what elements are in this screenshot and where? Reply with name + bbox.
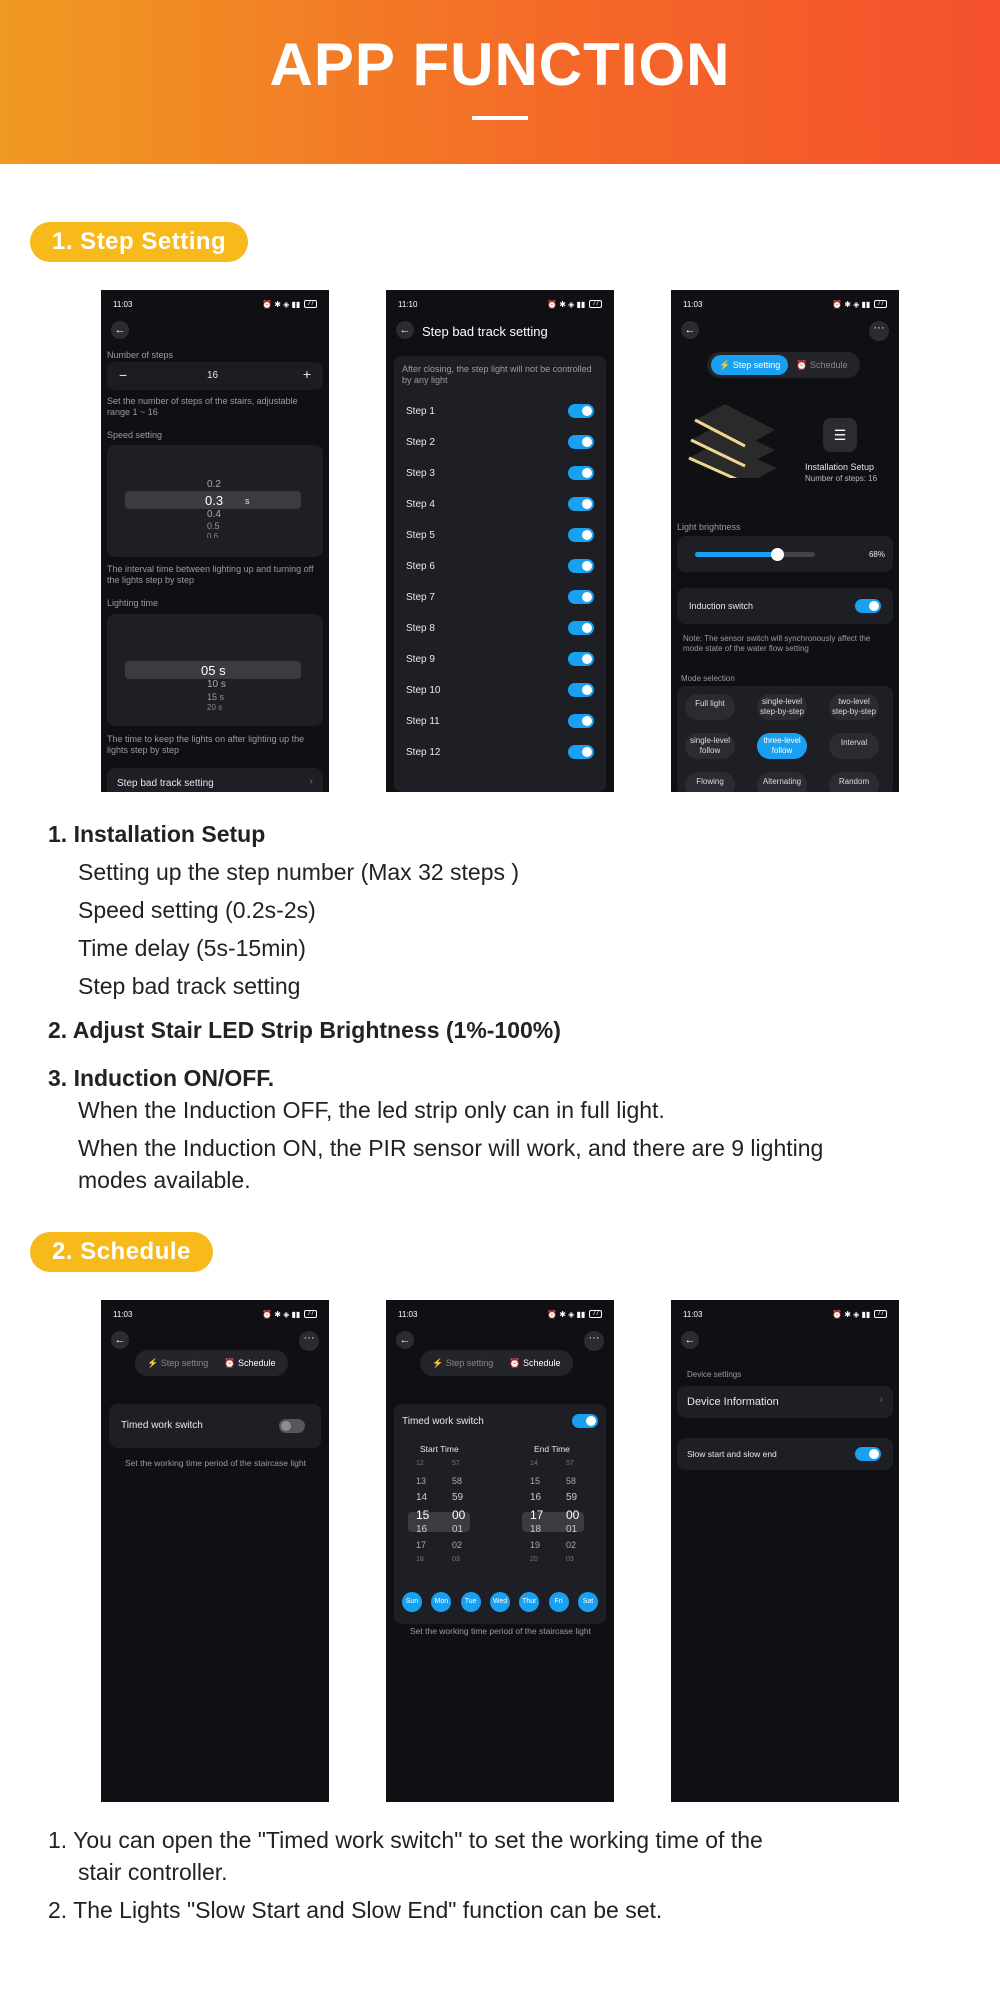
time-option: 01: [452, 1524, 464, 1535]
speed-option: 0.3: [205, 493, 224, 508]
status-bar: 11:03 ⏰ ✱ ◈ ▮▮ 77: [113, 1308, 317, 1320]
lighting-option: 20 s: [207, 703, 223, 710]
step-label: Step 6: [406, 561, 435, 572]
time-option: 17: [416, 1540, 427, 1550]
tab-step-setting[interactable]: ⚡ Step setting: [147, 1358, 209, 1368]
speed-picker[interactable]: [107, 445, 323, 557]
speed-option: 0.5: [207, 521, 220, 531]
status-bar: 11:03 ⏰ ✱ ◈ ▮▮ 77: [683, 298, 887, 310]
slow-card: [677, 1438, 893, 1470]
start-time-label: Start Time: [420, 1444, 459, 1454]
timed-label: Timed work switch: [121, 1420, 203, 1431]
timed-label: Timed work switch: [402, 1416, 484, 1427]
step-toggle[interactable]: [568, 528, 594, 542]
steps-stepper: [107, 362, 323, 390]
brightness-fill: [695, 552, 777, 557]
time-option: 16: [530, 1492, 542, 1503]
step-setting-description: [48, 818, 823, 1196]
chevron-right-icon: ›: [309, 776, 313, 787]
time-option: 16: [416, 1524, 428, 1535]
back-button[interactable]: ←: [111, 1331, 129, 1349]
tab-step-setting[interactable]: ⚡ Step setting: [432, 1358, 494, 1368]
back-button[interactable]: ←: [396, 321, 414, 339]
time-option: 59: [452, 1492, 464, 1503]
weekday-wed[interactable]: Wed: [490, 1592, 510, 1612]
weekday-sat[interactable]: Sat: [578, 1592, 598, 1612]
step-toggle[interactable]: [568, 404, 594, 418]
tab-schedule[interactable]: ⏰ Schedule: [224, 1358, 276, 1368]
step-label: Step 12: [406, 747, 441, 758]
step-label: Step 5: [406, 530, 435, 541]
time-option: 19: [530, 1540, 541, 1550]
status-bar: 11:03 ⏰ ✱ ◈ ▮▮ 77: [683, 1308, 887, 1320]
time-option: 14: [530, 1460, 538, 1466]
weekday-row: [402, 1592, 598, 1612]
device-settings-label: Device settings: [687, 1370, 742, 1379]
time-option: 03: [452, 1556, 460, 1562]
mode-single-follow[interactable]: single-level follow: [685, 733, 735, 759]
note: After closing, the step light will not be controlled by any light: [402, 364, 592, 385]
desc-line: When the Induction OFF, the led strip only can in full light.: [78, 1097, 665, 1123]
time-option: 15: [530, 1476, 541, 1486]
lighting-option: 15 s: [207, 692, 225, 702]
chevron-right-icon: ›: [879, 1394, 883, 1405]
step-label: Step 1: [406, 406, 435, 417]
back-button[interactable]: ←: [681, 1331, 699, 1349]
time-option: 00: [452, 1508, 466, 1522]
desc-heading: 1. Installation Setup: [48, 821, 266, 847]
timed-card: [109, 1404, 321, 1448]
tab-step-setting[interactable]: ⚡ Step setting: [711, 355, 788, 375]
mode-card: [677, 686, 893, 792]
plus-button[interactable]: +: [302, 366, 311, 382]
timed-card: [394, 1404, 606, 1624]
steps-hint: Set the number of steps of the stairs, adjustable range 1 ~ 16: [107, 396, 298, 417]
step-toggle[interactable]: [568, 497, 594, 511]
desc-line: Setting up the step number (Max 32 steps ): [78, 859, 520, 885]
slow-label: Slow start and slow end: [687, 1449, 777, 1459]
step-label: Step 4: [406, 499, 435, 510]
time-option: 00: [566, 1508, 580, 1522]
steps-card: [394, 356, 606, 792]
mode-alternating[interactable]: Alternating: [757, 772, 807, 792]
mode-random[interactable]: Random: [829, 772, 879, 792]
steps-label: Number of steps: [107, 350, 174, 360]
more-icon[interactable]: ···: [299, 1331, 319, 1351]
induction-note: Note: The sensor switch will synchronously affect the mode state of the water flow setting: [683, 634, 871, 653]
step-label: Step 7: [406, 592, 435, 603]
desc-line: Step bad track setting: [78, 973, 301, 999]
desc-line: modes available.: [78, 1167, 251, 1193]
time-option: 02: [566, 1540, 577, 1550]
device-info-label: Device Information: [687, 1396, 779, 1408]
title-underline: [472, 116, 528, 120]
speed-hint: The interval time between lighting up and turning off the lights step by step: [107, 564, 314, 585]
induction-card: [677, 588, 893, 624]
mode-flowing[interactable]: Flowing: [685, 772, 735, 792]
bad-track-label: Step bad track setting: [117, 778, 214, 789]
step-toggle[interactable]: [568, 435, 594, 449]
time-option: 57: [566, 1460, 574, 1466]
tab-bar: [135, 1350, 288, 1376]
speed-unit: s: [245, 496, 250, 506]
step-toggle[interactable]: [568, 466, 594, 480]
slow-toggle[interactable]: [855, 1447, 881, 1461]
status-bar: 11:03 ⏰ ✱ ◈ ▮▮ 77: [113, 298, 317, 310]
lighting-option: 05 s: [201, 663, 226, 678]
time-option: 58: [452, 1476, 463, 1486]
schedule-description: [48, 1824, 763, 1926]
desc-heading: 2. Adjust Stair LED Strip Brightness (1%-100%): [48, 1017, 561, 1043]
step-toggle[interactable]: [568, 714, 594, 728]
section-step-setting: 1. Step Setting: [30, 222, 248, 262]
time-option: 57: [452, 1460, 460, 1466]
tab-bar: [420, 1350, 573, 1376]
brightness-slider[interactable]: [695, 552, 815, 557]
step-label: Step 3: [406, 468, 435, 479]
weekday-mon[interactable]: Mon: [431, 1592, 451, 1612]
brightness-handle[interactable]: [771, 548, 784, 561]
tab-schedule[interactable]: ⏰ Schedule: [509, 1358, 561, 1368]
step-toggle[interactable]: [568, 590, 594, 604]
mode-interval[interactable]: Interval: [829, 733, 879, 759]
induction-label: Induction switch: [689, 601, 754, 611]
back-button[interactable]: ←: [396, 1331, 414, 1349]
minus-button[interactable]: −: [119, 367, 128, 383]
time-option: 03: [566, 1556, 574, 1562]
install-title: Installation Setup: [805, 462, 875, 472]
step-toggle[interactable]: [568, 745, 594, 759]
time-option: 12: [416, 1460, 424, 1466]
page-title: APP FUNCTION: [269, 31, 731, 98]
step-label: Step 9: [406, 654, 435, 665]
step-toggle[interactable]: [568, 652, 594, 666]
page-title: Step bad track setting: [422, 324, 548, 339]
time-option: 15: [416, 1508, 430, 1522]
mode-three-follow[interactable]: three-level follow: [757, 733, 807, 759]
status-bar: 11:03 ⏰ ✱ ◈ ▮▮ 77: [398, 1308, 602, 1320]
time-option: 18: [416, 1556, 424, 1562]
time-option: 17: [530, 1508, 544, 1522]
desc-line: 2. The Lights "Slow Start and Slow End" function can be set.: [48, 1897, 663, 1923]
timed-hint: Set the working time period of the staircase light: [410, 1626, 591, 1636]
speed-label: Speed setting: [107, 430, 163, 440]
time-option: 58: [566, 1476, 577, 1486]
lighting-label: Lighting time: [107, 598, 159, 608]
weekday-thur[interactable]: Thur: [519, 1592, 539, 1612]
step-label: Step 2: [406, 437, 435, 448]
time-option: 02: [452, 1540, 463, 1550]
more-icon[interactable]: ···: [869, 321, 889, 341]
phone-device-settings: [671, 1300, 899, 1802]
time-option: 13: [416, 1476, 427, 1486]
brightness-value: 68%: [868, 550, 885, 559]
desc-heading: 3. Induction ON/OFF.: [48, 1065, 275, 1091]
phone-step-setting: [101, 290, 329, 792]
lighting-option: 10 s: [207, 679, 226, 690]
steps-value: 16: [207, 370, 219, 381]
time-option: 59: [566, 1492, 578, 1503]
time-option: 01: [566, 1524, 578, 1535]
step-toggle[interactable]: [568, 559, 594, 573]
desc-line: Time delay (5s-15min): [78, 935, 306, 961]
back-button[interactable]: ←: [111, 321, 129, 339]
status-bar: 11:10 ⏰ ✱ ◈ ▮▮ 77: [398, 298, 602, 310]
device-info-row[interactable]: [677, 1386, 893, 1418]
mode-label: Mode selection: [681, 674, 735, 683]
desc-line: When the Induction ON, the PIR sensor will work, and there are 9 lighting: [78, 1135, 824, 1161]
tab-schedule[interactable]: ⏰ Schedule: [796, 360, 848, 370]
stairs-illustration: [685, 390, 795, 478]
timed-toggle[interactable]: [572, 1414, 598, 1428]
bad-track-row[interactable]: [107, 768, 323, 792]
speed-option: 0.2: [207, 479, 221, 490]
phone-schedule-off: [101, 1300, 329, 1802]
lighting-hint: The time to keep the lights on after lighting up the lights step by step: [107, 734, 305, 755]
mode-two-step[interactable]: two-level step-by-step: [829, 694, 879, 720]
induction-toggle[interactable]: [855, 599, 881, 613]
step-label: Step 11: [406, 716, 440, 727]
brightness-label: Light brightness: [677, 522, 741, 532]
brightness-card: [677, 536, 893, 572]
desc-line: Speed setting (0.2s-2s): [78, 897, 316, 923]
tab-bar: [707, 352, 860, 378]
time-option: 20: [530, 1556, 538, 1562]
speed-option: 0.6: [207, 532, 219, 538]
timed-hint: Set the working time period of the staircase light: [125, 1458, 306, 1468]
phone-main: [671, 290, 899, 792]
timed-toggle[interactable]: [279, 1419, 305, 1433]
desc-line: 1. You can open the "Timed work switch" to set the working time of the: [48, 1827, 763, 1853]
weekday-tue[interactable]: Tue: [461, 1592, 481, 1612]
phone-schedule-on: [386, 1300, 614, 1802]
more-icon[interactable]: ···: [584, 1331, 604, 1351]
back-button[interactable]: ←: [681, 321, 699, 339]
step-label: Step 8: [406, 623, 435, 634]
weekday-sun[interactable]: Sun: [402, 1592, 422, 1612]
step-toggle[interactable]: [568, 621, 594, 635]
time-option: 18: [530, 1524, 542, 1535]
header-banner: [0, 0, 1000, 164]
step-toggle[interactable]: [568, 683, 594, 697]
install-steps: Number of steps: 16: [805, 474, 878, 483]
phone-bad-track: [386, 290, 614, 792]
mode-full-light[interactable]: Full light: [685, 694, 735, 720]
time-option: 14: [416, 1492, 428, 1503]
step-label: Step 10: [406, 685, 441, 696]
section-schedule: 2. Schedule: [30, 1232, 213, 1272]
lighting-picker[interactable]: [107, 614, 323, 726]
end-time-label: End Time: [534, 1444, 570, 1454]
weekday-fri[interactable]: Fri: [549, 1592, 569, 1612]
sliders-icon[interactable]: ☰: [823, 418, 857, 452]
desc-line: stair controller.: [78, 1859, 228, 1885]
mode-single-step[interactable]: single-level step-by-step: [757, 694, 807, 720]
speed-option: 0.4: [207, 509, 221, 520]
